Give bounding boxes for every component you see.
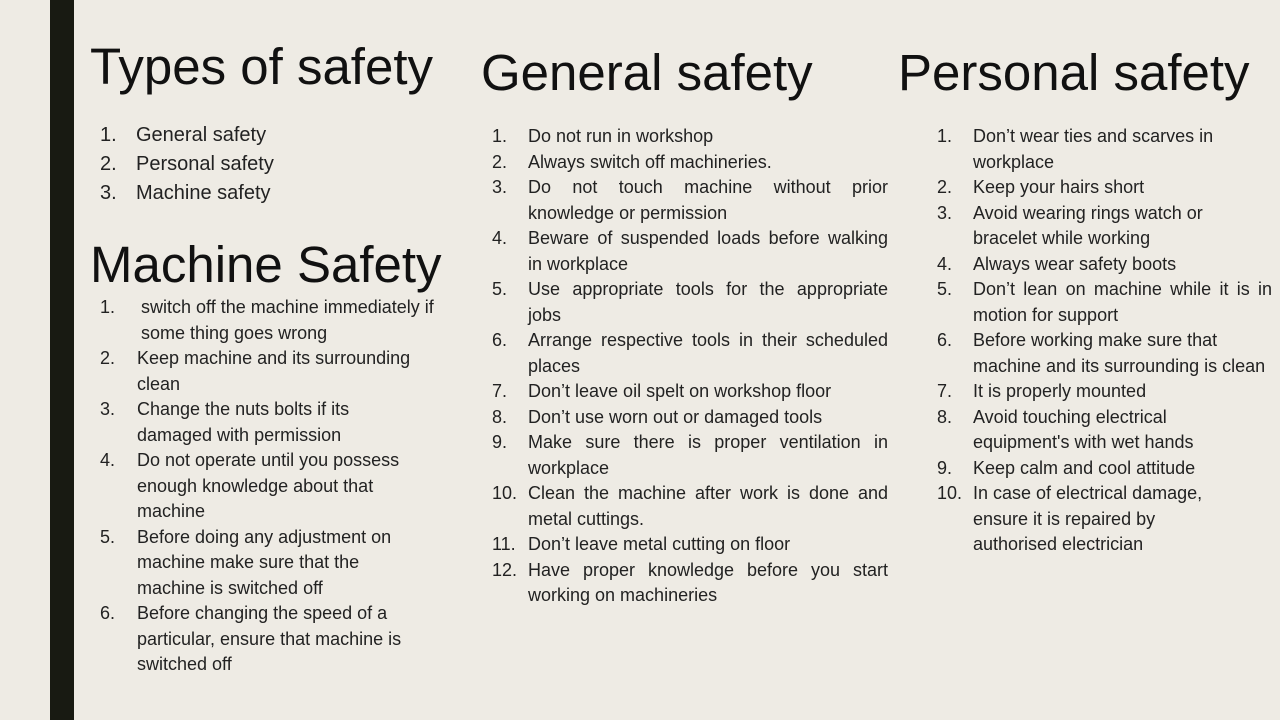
list-number: 7. (937, 381, 953, 401)
list-item (100, 179, 420, 208)
list-number: 4. (937, 253, 953, 274)
list-item (937, 328, 1272, 379)
accent-bar (50, 0, 74, 720)
list-text: Do not operate until you possess enough knowledge about that machine (137, 450, 400, 521)
list-number: 6. (492, 330, 508, 350)
list-number: 3. (492, 177, 508, 197)
list-text: Before changing the speed of a particular, ensure that machine is switched off (137, 603, 402, 674)
list-text: Do not touch machine without prior knowledge or permission (528, 177, 888, 223)
list-text: Use appropriate tools for the appropriate jobs (528, 279, 888, 325)
list-item (100, 150, 420, 179)
general-safety-list (492, 124, 888, 609)
list-number: 1. (937, 126, 953, 146)
list-text: Do not run in workshop (528, 126, 714, 146)
list-text: Arrange respective tools in their scheduled places (528, 330, 888, 376)
list-item (100, 448, 450, 525)
list-item (492, 430, 888, 481)
list-number: 2. (492, 151, 508, 172)
list-number: 2. (937, 177, 953, 197)
list-text: General safety (136, 124, 267, 146)
list-item (100, 295, 450, 346)
list-item (937, 456, 1272, 482)
list-number: 10. (492, 483, 518, 503)
list-item (100, 121, 420, 150)
list-number: 2. (100, 153, 117, 175)
list-text: In case of electrical damage, ensure it is repaired by authorised electrician (973, 483, 1203, 554)
list-item (492, 226, 888, 277)
list-number: 5. (937, 279, 953, 299)
types-of-safety-list (100, 121, 420, 208)
list-item (937, 201, 1272, 252)
list-text: Change the nuts bolts if its damaged with permission (137, 399, 350, 445)
list-item (492, 175, 888, 226)
list-text: Don’t wear ties and scarves in workplace (973, 126, 1214, 172)
list-text: Before doing any adjustment on machine make sure that the machine is switched off (137, 526, 392, 598)
list-number: 8. (492, 406, 508, 427)
list-text: Make sure there is proper ventilation in workplace (528, 432, 888, 478)
list-number: 6. (100, 603, 116, 623)
list-item (937, 481, 1272, 558)
list-text: Don’t use worn out or damaged tools (528, 406, 823, 427)
list-item (937, 379, 1272, 405)
list-text: Avoid wearing rings watch or bracelet while working (973, 202, 1203, 248)
list-item (492, 150, 888, 176)
list-number: 1. (100, 297, 116, 317)
list-number: 4. (492, 228, 508, 248)
types-of-safety-title: Types of safety (90, 38, 434, 95)
list-item (937, 277, 1272, 328)
list-number: 5. (100, 526, 116, 547)
list-number: 9. (937, 457, 953, 478)
personal-safety-title: Personal safety (898, 44, 1250, 101)
list-item (937, 124, 1272, 175)
list-item (937, 252, 1272, 278)
list-item (100, 525, 450, 602)
list-text: It is properly mounted (973, 381, 1147, 401)
list-item (492, 405, 888, 431)
list-item (100, 397, 450, 448)
list-number: 8. (937, 406, 953, 427)
list-number: 9. (492, 432, 508, 452)
list-text: Machine safety (136, 182, 271, 204)
list-number: 5. (492, 279, 508, 299)
list-item (492, 379, 888, 405)
list-number: 7. (492, 381, 508, 401)
list-item (492, 277, 888, 328)
list-number: 1. (492, 126, 508, 146)
list-text: Always switch off machineries. (528, 151, 772, 172)
list-text: Keep machine and its surrounding clean (137, 348, 411, 394)
list-item (492, 481, 888, 532)
list-number: 2. (100, 348, 116, 368)
list-number: 1. (100, 124, 117, 146)
list-text: Clean the machine after work is done and metal cuttings. (528, 483, 888, 529)
list-item (492, 532, 888, 558)
list-number: 4. (100, 450, 116, 470)
list-number: 10. (937, 483, 963, 503)
machine-safety-title: Machine Safety (90, 236, 442, 293)
list-item (100, 601, 450, 678)
list-text: Keep your hairs short (973, 177, 1145, 197)
list-text: Don’t lean on machine while it is in motion for support (973, 279, 1272, 325)
list-item (937, 405, 1272, 456)
list-number: 3. (937, 202, 953, 223)
machine-safety-list (100, 295, 450, 678)
list-text: Always wear safety boots (973, 253, 1177, 274)
list-item (937, 175, 1272, 201)
list-text: Keep calm and cool attitude (973, 457, 1196, 478)
list-item (492, 124, 888, 150)
list-number: 11. (492, 534, 516, 554)
list-item (492, 558, 888, 609)
list-number: 6. (937, 330, 953, 350)
list-text: Have proper knowledge before you start working on machineries (528, 559, 888, 605)
personal-safety-list (937, 124, 1272, 558)
list-text: Don’t leave metal cutting on floor (528, 534, 791, 554)
list-item (100, 346, 450, 397)
list-number: 3. (100, 399, 116, 419)
list-text: Beware of suspended loads before walking in workplace (528, 228, 888, 274)
list-text: Before working make sure that machine and its surrounding is clean (973, 330, 1266, 376)
list-item (492, 328, 888, 379)
list-text: Avoid touching electrical equipment's with wet hands (973, 406, 1194, 452)
list-text: Personal safety (136, 153, 274, 175)
general-safety-title: General safety (481, 44, 813, 101)
list-text: switch off the machine immediately if some thing goes wrong (141, 297, 434, 343)
list-number: 12. (492, 559, 518, 580)
list-number: 3. (100, 182, 117, 204)
list-text: Don’t leave oil spelt on workshop floor (528, 381, 832, 401)
